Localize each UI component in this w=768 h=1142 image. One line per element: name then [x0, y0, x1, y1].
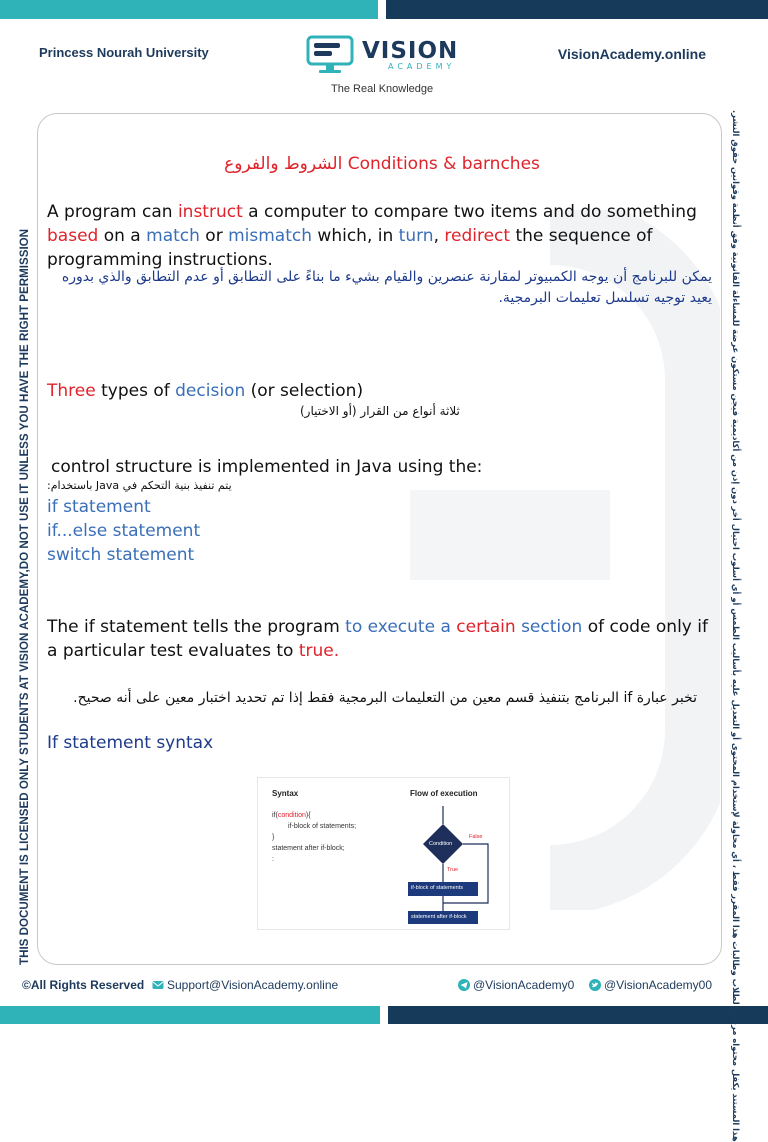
p2-text: The if statement tells the program [47, 617, 346, 637]
p1-match: match [146, 226, 200, 246]
code-line-after: statement after if-block; [272, 845, 345, 852]
top-bar-navy [386, 0, 768, 19]
title-english: Conditions & barnches [347, 154, 540, 174]
p1-text: A program can [47, 202, 178, 222]
rights-reserved: ©All Rights Reserved [22, 978, 145, 992]
vision-academy-logo [304, 34, 474, 98]
types-heading [47, 379, 717, 403]
p1-text: a computer to compare two items and do something [242, 202, 697, 222]
p1-based: based [47, 226, 99, 246]
brand-sub: ACADEMY [388, 62, 456, 71]
true-label: True [447, 867, 459, 873]
license-notice-right: هذا المستند يكفل محتواه مرخص لطلاب وطالبات هذا المقرر فقط ، أي محاولة لإستخدام المحتوى أو التعديل عليه بأساليب الطمس أو أي أسلوب احتيال أخر دون إذن من أكاديمية فيجن مستكون عرضة للمساءلة القانونية وفق أنظمة وقوانين حقوق النشر. [731, 110, 741, 1142]
types-decision: decision [175, 381, 246, 401]
code-condition: condition [277, 812, 306, 819]
twitter-text: @VisionAcademy00 [604, 978, 713, 992]
p2-section: section [515, 617, 583, 637]
support-email-text: Support@VisionAcademy.online [167, 978, 339, 992]
twitter-handle[interactable] [589, 978, 712, 992]
p1-instruct: instruct [177, 202, 243, 222]
flow-diagram [258, 778, 511, 931]
p1-mismatch: mismatch [228, 226, 313, 246]
brand-name: VISION [362, 38, 459, 64]
p1-redirect: redirect [444, 226, 511, 246]
tagline: The Real Knowledge [331, 83, 434, 95]
false-label: False [469, 834, 483, 840]
mail-icon [152, 979, 164, 991]
condition-label: Condition [429, 841, 453, 847]
control-structure-arabic: يتم تنفيذ بنية التحكم في Java باستخدام: [47, 479, 232, 492]
telegram-icon [458, 979, 470, 991]
telegram-text: @VisionAcademy0 [473, 978, 575, 992]
website-link[interactable]: VisionAcademy.online [557, 46, 706, 62]
p2-execute: to execute a [345, 617, 457, 637]
p1-text: or [199, 226, 229, 246]
syntax-heading: If statement syntax [47, 733, 214, 753]
p2-certain: certain [456, 617, 516, 637]
code-line-close: } [272, 834, 275, 841]
p2-text: of code only if a particular test evaluates to [47, 617, 708, 661]
statement-if: if statement [47, 497, 151, 517]
syntax-flow-figure [257, 777, 510, 930]
telegram-handle[interactable] [458, 978, 574, 992]
code-line-block: if-block of statements; [288, 823, 357, 830]
if-statement-paragraph [47, 615, 717, 663]
types-three: Three [47, 381, 96, 401]
top-bar-teal [0, 0, 378, 19]
page-title [47, 152, 717, 176]
code-if-end: ){ [305, 812, 311, 819]
after-block-label: statement after if-block [411, 914, 467, 920]
support-email[interactable] [152, 978, 338, 992]
types-text: (or selection) [245, 381, 364, 401]
types-text: types of [95, 381, 176, 401]
code-if: if( [272, 812, 278, 819]
monitor-logo-icon [306, 34, 358, 78]
bottom-bar-navy [388, 1006, 768, 1024]
statement-switch: switch statement [47, 545, 195, 565]
intro-paragraph-arabic: يمكن للبرنامج أن يوجه الكمبيوتر لمقارنة عنصرين والقيام بشيء ما بناءً على التطابق أو عدم التطابق والذي بدوره يعيد توجيه تسلسل تعليمات البرمجية. [61, 269, 712, 306]
p1-text: the sequence of programming instructions. [47, 226, 653, 270]
intro-paragraph [47, 200, 717, 272]
p1-turn: turn [398, 226, 434, 246]
title-arabic: الشروط والفروع [224, 154, 343, 174]
p1-text: on a [98, 226, 147, 246]
if-statement-arabic: تخبر عبارة if البرنامج بتنفيذ قسم معين من التعليمات البرمجية فقط إذا تم تحديد اختبار معين على أنه صحيح. [73, 690, 697, 706]
code-line-more: : [272, 856, 274, 863]
p1-text: which, in [312, 226, 399, 246]
types-arabic: ثلاثة أنواع من القرار (أو الاختيار) [300, 404, 460, 418]
control-structure-line: control structure is implemented in Java using the: [51, 457, 483, 477]
license-notice-left: THIS DOCUMENT IS LICENSED ONLY STUDENTS AT VISION ACADEMY,DO NOT USE IT UNLESS YOU HAVE THE RIGHT PERMISSION [18, 228, 31, 965]
university-name: Princess Nourah University [39, 45, 209, 60]
bottom-bar-teal [0, 1006, 380, 1024]
p2-true: true. [298, 641, 340, 661]
twitter-icon [589, 979, 601, 991]
flow-title: Flow of execution [410, 789, 478, 798]
syntax-title: Syntax [272, 789, 299, 798]
p1-text: , [433, 226, 445, 246]
if-block-label: if-block of statements [411, 885, 463, 891]
statement-if-else: if...else statement [47, 521, 201, 541]
